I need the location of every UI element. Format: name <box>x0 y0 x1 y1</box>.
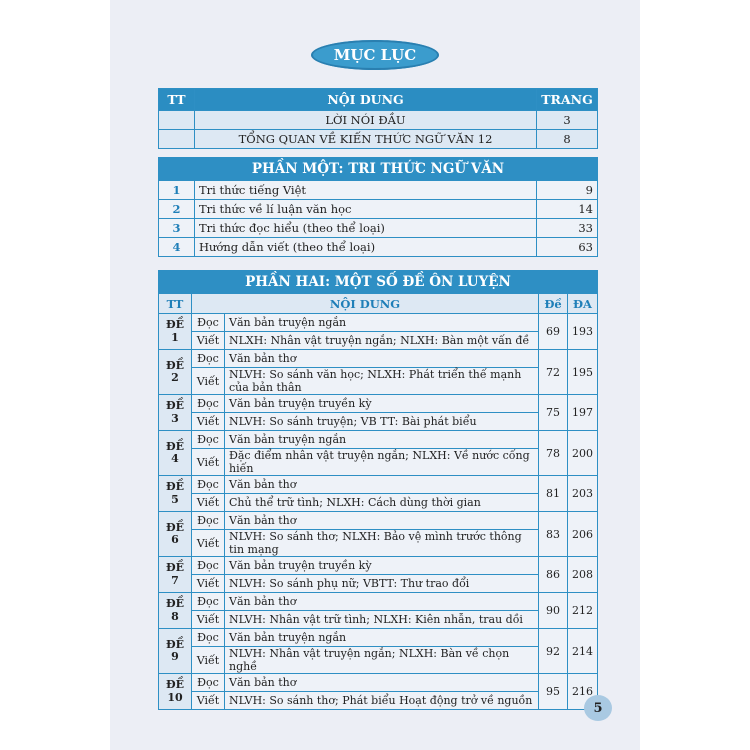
write-label: Viết <box>192 368 225 395</box>
exam-row-read <box>159 395 598 413</box>
read-content: Văn bản thơ <box>225 512 539 530</box>
page-title: MỤC LỤC <box>311 40 439 70</box>
write-label: Viết <box>192 449 225 476</box>
exam-page: 83 <box>539 512 568 557</box>
row-content: Hướng dẫn viết (theo thể loại) <box>195 238 537 257</box>
write-content: NLVH: So sánh thơ; Phát biểu Hoạt động trở về nguồn <box>225 692 539 710</box>
read-label: Đọc <box>192 512 225 530</box>
answer-page: 216 <box>568 674 598 710</box>
exam-row-read <box>159 350 598 368</box>
exam-name: ĐỀ 1 <box>159 314 192 350</box>
row-tt: 1 <box>159 181 195 200</box>
read-label: Đọc <box>192 314 225 332</box>
page-number: 5 <box>584 695 612 721</box>
row-content: Tri thức tiếng Việt <box>195 181 537 200</box>
answer-page: 203 <box>568 476 598 512</box>
write-label: Viết <box>192 692 225 710</box>
exam-row-write <box>159 530 598 557</box>
col-tt: TT <box>159 89 195 111</box>
exam-page: 81 <box>539 476 568 512</box>
read-content: Văn bản thơ <box>225 350 539 368</box>
exam-page: 92 <box>539 629 568 674</box>
write-label: Viết <box>192 575 225 593</box>
exam-page: 90 <box>539 593 568 629</box>
col-tt: TT <box>159 294 192 314</box>
read-content: Văn bản thơ <box>225 674 539 692</box>
exam-row-read <box>159 314 598 332</box>
exam-row-read <box>159 674 598 692</box>
exam-row-write <box>159 413 598 431</box>
exam-name: ĐỀ 3 <box>159 395 192 431</box>
row-page: 8 <box>537 130 598 149</box>
exam-name: ĐỀ 10 <box>159 674 192 710</box>
exam-name: ĐỀ 5 <box>159 476 192 512</box>
write-label: Viết <box>192 332 225 350</box>
row-tt <box>159 130 195 149</box>
part1-title: PHẦN MỘT: TRI THỨC NGỮ VĂN <box>159 158 598 181</box>
write-content: NLVH: So sánh phụ nữ; VBTT: Thư trao đổi <box>225 575 539 593</box>
row-content: Tri thức đọc hiểu (theo thể loại) <box>195 219 537 238</box>
write-label: Viết <box>192 530 225 557</box>
read-content: Văn bản thơ <box>225 593 539 611</box>
exam-row-write <box>159 647 598 674</box>
row-page: 33 <box>537 219 598 238</box>
exam-name: ĐỀ 7 <box>159 557 192 593</box>
read-label: Đọc <box>192 395 225 413</box>
exam-row-write <box>159 611 598 629</box>
read-label: Đọc <box>192 476 225 494</box>
table-row <box>159 219 598 238</box>
exam-name: ĐỀ 2 <box>159 350 192 395</box>
write-content: NLVH: So sánh văn học; NLXH: Phát triển thế mạnh của bản thân <box>225 368 539 395</box>
exam-page: 95 <box>539 674 568 710</box>
read-label: Đọc <box>192 593 225 611</box>
write-content: Đặc điểm nhân vật truyện ngắn; NLXH: Về nước cống hiến <box>225 449 539 476</box>
row-page: 3 <box>537 111 598 130</box>
exam-name: ĐỀ 8 <box>159 593 192 629</box>
answer-page: 212 <box>568 593 598 629</box>
write-content: Chủ thể trữ tình; NLXH: Cách dùng thời gian <box>225 494 539 512</box>
part1-table <box>158 157 598 257</box>
answer-page: 200 <box>568 431 598 476</box>
exam-row-read <box>159 629 598 647</box>
read-content: Văn bản truyện ngắn <box>225 431 539 449</box>
part2-title: PHẦN HAI: MỘT SỐ ĐỀ ÔN LUYỆN <box>159 271 598 294</box>
read-content: Văn bản truyện ngắn <box>225 314 539 332</box>
exam-row-write <box>159 368 598 395</box>
write-label: Viết <box>192 413 225 431</box>
table-row <box>159 200 598 219</box>
exam-page: 69 <box>539 314 568 350</box>
row-page: 9 <box>537 181 598 200</box>
exam-row-write <box>159 494 598 512</box>
write-label: Viết <box>192 647 225 674</box>
write-content: NLVH: So sánh thơ; NLXH: Bảo vệ mình trước thông tin mạng <box>225 530 539 557</box>
answer-page: 197 <box>568 395 598 431</box>
table-row <box>159 238 598 257</box>
write-content: NLXH: Nhân vật truyện ngắn; NLXH: Bàn một vấn đề <box>225 332 539 350</box>
row-tt: 2 <box>159 200 195 219</box>
exam-name: ĐỀ 9 <box>159 629 192 674</box>
col-content: NỘI DUNG <box>195 89 537 111</box>
read-label: Đọc <box>192 557 225 575</box>
exam-row-read <box>159 593 598 611</box>
read-label: Đọc <box>192 350 225 368</box>
answer-page: 195 <box>568 350 598 395</box>
table-row <box>159 130 598 149</box>
col-de: Đề <box>539 294 568 314</box>
exam-page: 72 <box>539 350 568 395</box>
answer-page: 208 <box>568 557 598 593</box>
col-da: ĐA <box>568 294 598 314</box>
exam-page: 86 <box>539 557 568 593</box>
exam-row-read <box>159 431 598 449</box>
write-content: NLVH: Nhân vật trữ tình; NLXH: Kiên nhẫn, trau dồi <box>225 611 539 629</box>
exam-row-write <box>159 332 598 350</box>
part2-table <box>158 270 598 710</box>
exam-row-write <box>159 692 598 710</box>
row-content: LỜI NÓI ĐẦU <box>195 111 537 130</box>
read-content: Văn bản thơ <box>225 476 539 494</box>
exam-row-write <box>159 575 598 593</box>
read-label: Đọc <box>192 674 225 692</box>
col-page: TRANG <box>537 89 598 111</box>
table-row <box>159 111 598 130</box>
write-label: Viết <box>192 611 225 629</box>
answer-page: 206 <box>568 512 598 557</box>
col-content: NỘI DUNG <box>192 294 539 314</box>
write-label: Viết <box>192 494 225 512</box>
row-tt: 4 <box>159 238 195 257</box>
exam-row-read <box>159 512 598 530</box>
row-tt: 3 <box>159 219 195 238</box>
row-page: 63 <box>537 238 598 257</box>
exam-row-read <box>159 476 598 494</box>
table-row <box>159 181 598 200</box>
read-label: Đọc <box>192 431 225 449</box>
write-content: NLVH: So sánh truyện; VB TT: Bài phát biểu <box>225 413 539 431</box>
answer-page: 193 <box>568 314 598 350</box>
exam-name: ĐỀ 6 <box>159 512 192 557</box>
row-content: TỔNG QUAN VỀ KIẾN THỨC NGỮ VĂN 12 <box>195 130 537 149</box>
write-content: NLVH: Nhân vật truyện ngắn; NLXH: Bàn về chọn nghề <box>225 647 539 674</box>
toc-intro-table <box>158 88 598 149</box>
exam-page: 75 <box>539 395 568 431</box>
exam-row-write <box>159 449 598 476</box>
read-content: Văn bản truyện truyền kỳ <box>225 557 539 575</box>
exam-page: 78 <box>539 431 568 476</box>
exam-name: ĐỀ 4 <box>159 431 192 476</box>
read-content: Văn bản truyện ngắn <box>225 629 539 647</box>
row-content: Tri thức về lí luận văn học <box>195 200 537 219</box>
answer-page: 214 <box>568 629 598 674</box>
row-tt <box>159 111 195 130</box>
exam-row-read <box>159 557 598 575</box>
read-content: Văn bản truyện truyền kỳ <box>225 395 539 413</box>
row-page: 14 <box>537 200 598 219</box>
read-label: Đọc <box>192 629 225 647</box>
